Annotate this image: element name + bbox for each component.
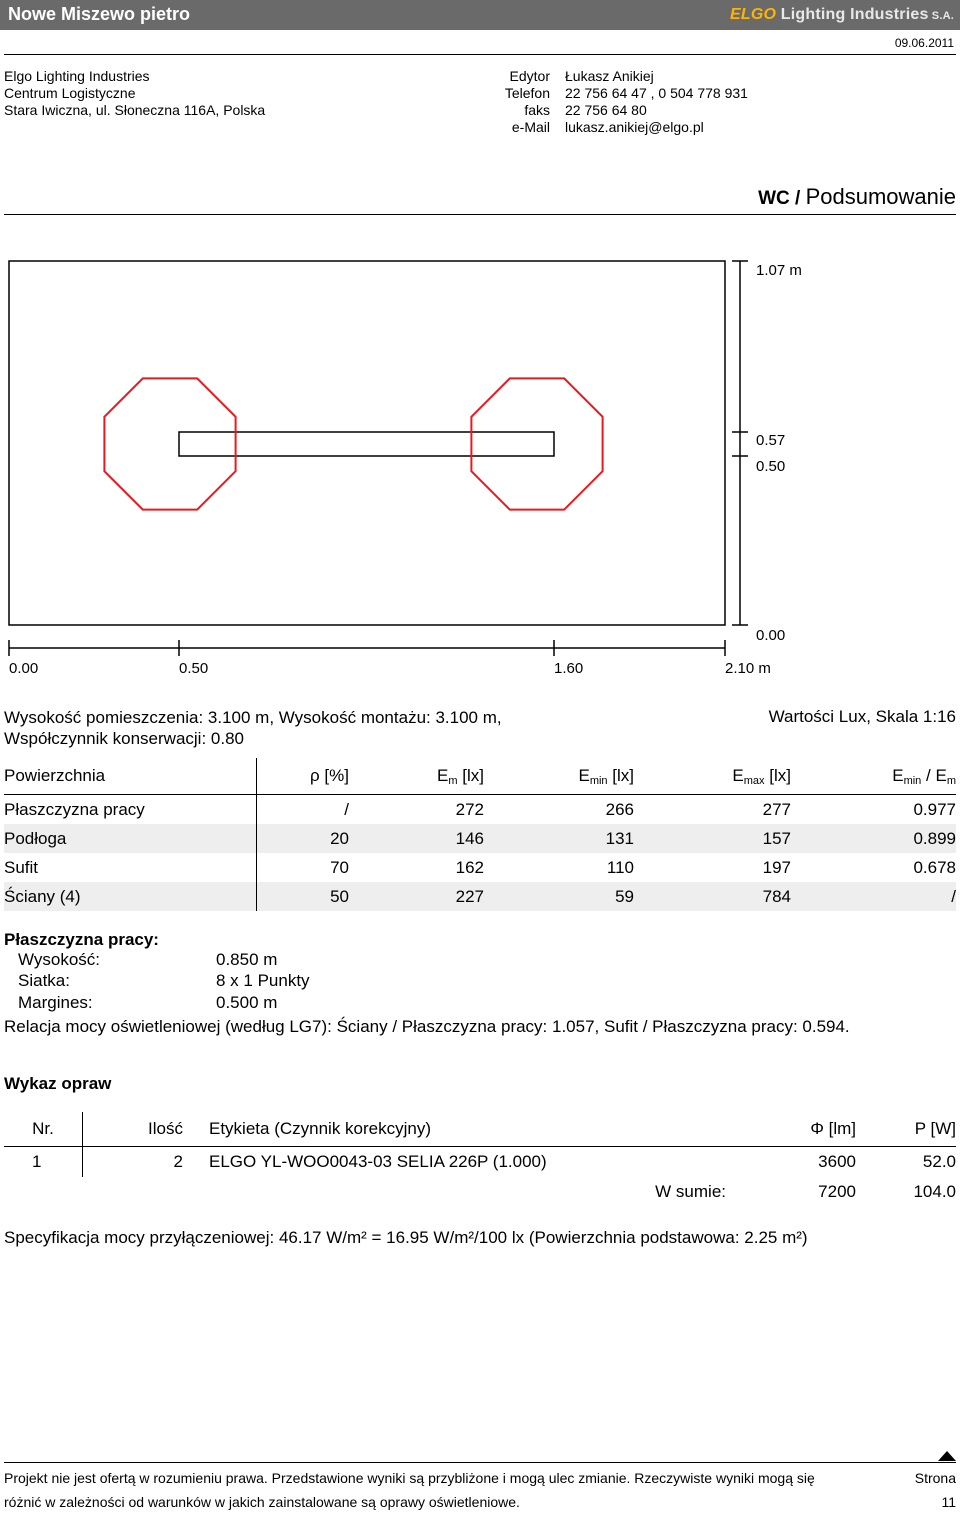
ratio-value: / [791,882,956,911]
company-name: Elgo Lighting Industries [4,68,150,84]
scale-info: Wartości Lux, Skala 1:16 [768,707,956,726]
page-label: Strona [914,1470,956,1486]
contact-labels [470,68,550,136]
x-label-2: 1.60 [554,660,584,677]
emin-unit: [lx] [607,765,634,785]
emax-sub: max [743,774,765,787]
page-indicator [915,1466,956,1514]
luminaire-symbol-2 [471,378,602,509]
luminaire-flux: 3600 [818,1152,856,1171]
surface-name: Sufit [4,853,257,882]
ratio-sep: / E [921,765,947,785]
section-title [758,184,956,210]
luminaires-table [4,1112,956,1207]
luminaire-symbol-1 [104,378,235,509]
rho-value: 20 [257,824,350,853]
ratio-header [791,758,956,795]
maintenance-factor: Współczynnik konserwacji: 0.80 [4,729,244,748]
luminaires-total-row [4,1177,956,1207]
page-number: 11 [941,1494,956,1510]
emax-value: 784 [634,882,791,911]
em-unit: [lx] [457,765,484,785]
luminaire-label: ELGO YL-WOO0043-03 SELIA 226P (1.000) [209,1152,547,1171]
editor-label: Edytor [509,68,550,84]
emin-e: E [578,765,590,785]
y-label-057: 0.57 [756,432,786,449]
header-divider [4,54,956,55]
phone-value: 22 756 64 47 , 0 504 778 931 [565,85,748,101]
editor-value: Łukasz Anikiej [565,68,654,84]
table-row [4,882,956,911]
total-flux: 7200 [818,1182,856,1201]
workplane-height-value: 0.850 m [216,950,278,969]
emax-header [634,758,791,795]
surfaces-header-row [4,758,956,795]
emax-e: E [732,765,744,785]
luminaires-title: Wykaz opraw [4,1074,112,1093]
nr-header: Nr. [4,1112,83,1147]
rho-unit: [%] [319,766,349,785]
spacer-cell [4,1177,83,1207]
email-value: lukasz.anikiej@elgo.pl [565,119,704,135]
room-plan [0,250,960,690]
room-outline [9,261,725,625]
surface-header: Powierzchnia [4,758,257,795]
rho-value: 50 [257,882,350,911]
x-label-1: 0.50 [179,660,209,677]
flux-unit: [lm] [823,1119,856,1138]
disclaimer-line-2: różnić w zależności od warunków w jakich zainstalowane są oprawy oświetleniowe. [4,1494,520,1510]
room-info [4,707,502,749]
em-value: 272 [455,799,484,819]
power-relation: Relacja mocy oświetleniowej (według LG7): Ściany / Płaszczyzna pracy: 1.057, Sufit / Płaszczyzna pracy: 0.594. [4,1017,850,1036]
workplane-title: Płaszczyzna pracy: [4,930,159,949]
title-separator: / [789,188,806,209]
rho-value: 70 [330,857,349,877]
workplane-grid-value: 8 x 1 Punkty [216,971,310,990]
brand-suffix: S.A. [928,10,954,22]
footer-disclaimer [4,1466,904,1514]
luminaire-qty: 2 [173,1152,183,1171]
ratio-e1: E [892,765,904,785]
table-row [4,795,956,825]
surfaces-table [4,758,956,911]
brand-logo [730,6,954,24]
emin-sub: min [589,774,608,787]
table-row [4,1147,956,1178]
power-header: P [W] [856,1112,956,1147]
project-title: Nowe Miszewo pietro [8,4,191,24]
em-sub: m [448,774,458,787]
fax-label: faks [524,102,550,118]
fax-value: 22 756 64 80 [565,102,647,118]
emin-value: 266 [605,799,634,819]
company-center: Centrum Logistyczne [4,85,136,101]
triangle-up-icon [938,1451,956,1461]
luminaires-header-row [4,1112,956,1147]
rho-header [257,758,350,795]
emax-value: 197 [762,857,791,877]
footer-divider [4,1462,956,1463]
power-specification: Specyfikacja mocy przyłączeniowej: 46.17 W/m² = 16.95 W/m²/100 lx (Powierzchnia podstawowa: 2.25 m²) [4,1228,808,1247]
spacer-cell [83,1177,184,1207]
ratio-value: 0.977 [913,799,956,819]
emin-value: 59 [484,882,634,911]
em-value: 227 [349,882,484,911]
x-label-3: 2.10 m [725,660,771,677]
company-address [4,68,265,119]
workplane-grid-label: Siatka: [18,971,70,990]
x-label-0: 0.00 [9,660,39,677]
ratio-sub1: min [903,774,922,787]
total-label: W sumie: [655,1182,726,1201]
luminaire-power: 52.0 [922,1152,956,1171]
y-label-bottom: 0.00 [756,627,786,644]
title-divider [4,214,956,215]
ratio-value: 0.678 [913,857,956,877]
surface-name: Podłoga [4,824,257,853]
emax-value: 157 [634,824,791,853]
room-name: WC [758,188,790,209]
table-row [4,824,956,853]
em-value: 146 [349,824,484,853]
flux-symbol: Φ [810,1119,824,1138]
email-label: e-Mail [511,119,550,135]
workplane-height-label: Wysokość: [18,950,101,969]
em-value: 162 [455,857,484,877]
company-street: Stara Iwiczna, ul. Słoneczna 116A, Polska [4,102,266,118]
phone-label: Telefon [504,85,550,101]
emax-value: 277 [762,799,791,819]
emin-value: 110 [606,857,634,877]
em-header [349,758,484,795]
brand-name: Lighting Industries [776,6,929,23]
brand-elgo: ELGO [729,6,777,23]
emax-unit: [lx] [764,765,791,785]
emin-value: 131 [484,824,634,853]
document-date: 09.06.2011 [894,36,954,50]
y-label-050: 0.50 [756,458,786,475]
total-power: 104.0 [913,1182,956,1201]
workplane-margin-value: 0.500 m [216,993,278,1012]
workplane-margin-label: Margines: [18,993,93,1012]
table-row [4,853,956,882]
ratio-sub2: m [946,774,956,787]
disclaimer-line-1: Projekt nie jest ofertą w rozumieniu prawa. Przedstawione wyniki są przybliżone i mogą ulec zmianie. Rzeczywiste wyniki mogą się [4,1470,815,1486]
surface-name: Ściany (4) [4,882,257,911]
y-label-top: 1.07 m [756,262,802,279]
surface-name: Płaszczyzna pracy [4,795,257,825]
rho-value: / [344,799,349,819]
room-height-info: Wysokość pomieszczenia: 3.100 m, Wysokość montażu: 3.100 m, [4,708,502,727]
rho-symbol: ρ [310,766,320,785]
label-header: Etykieta (Czynnik korekcyjny) [183,1112,746,1147]
emin-header [484,758,634,795]
page-name: Podsumowanie [805,184,956,209]
qty-header: Ilość [83,1112,184,1147]
em-e: E [437,765,449,785]
ratio-value: 0.899 [791,824,956,853]
contact-values [565,68,748,136]
flux-header [746,1112,856,1147]
luminaire-nr: 1 [4,1147,83,1178]
